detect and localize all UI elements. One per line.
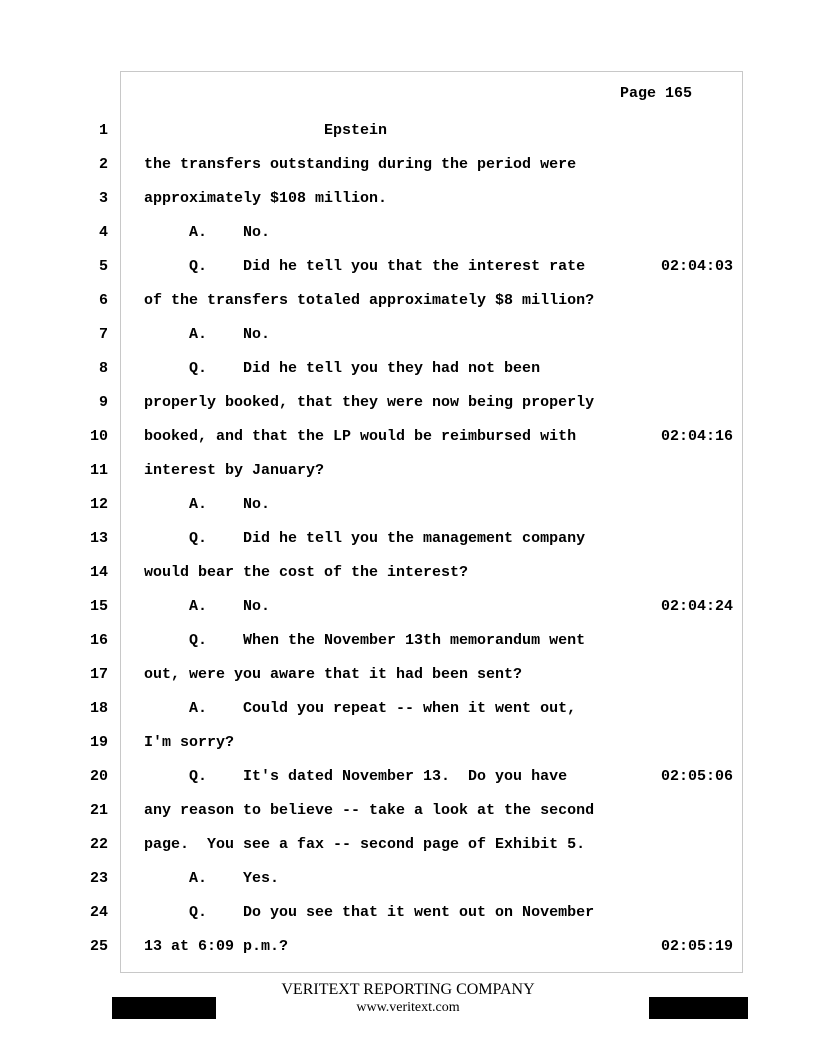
line-text: interest by January?: [144, 462, 325, 479]
line-number: 2: [98, 156, 108, 173]
transcript-line: [0, 564, 816, 582]
line-text: page. You see a fax -- second page of Exhibit 5.: [144, 836, 586, 853]
transcript-line: [0, 156, 816, 174]
transcript-line: [0, 122, 816, 140]
line-number: 13: [89, 530, 108, 547]
line-number: 18: [89, 700, 108, 717]
transcript-line: [0, 938, 816, 956]
transcript-line: [0, 496, 816, 514]
line-number: 20: [89, 768, 108, 785]
line-number: 23: [89, 870, 108, 887]
line-number: 10: [89, 428, 108, 445]
line-text: Epstein: [144, 122, 388, 139]
line-number: 4: [98, 224, 108, 241]
transcript-line: [0, 768, 816, 786]
line-number: 3: [98, 190, 108, 207]
line-number: 8: [98, 360, 108, 377]
transcript-line: [0, 904, 816, 922]
line-number: 19: [89, 734, 108, 751]
line-text: the transfers outstanding during the period were: [144, 156, 577, 173]
transcript-line: [0, 360, 816, 378]
line-number: 7: [98, 326, 108, 343]
transcript-line: [0, 836, 816, 854]
page-number: Page 165: [620, 85, 693, 102]
line-text: A. No.: [144, 224, 271, 241]
transcript-line: [0, 462, 816, 480]
timestamp: 02:05:19: [661, 938, 734, 955]
timestamp: 02:04:24: [661, 598, 734, 615]
transcript-line: [0, 530, 816, 548]
line-text: any reason to believe -- take a look at the second: [144, 802, 595, 819]
line-text: Q. When the November 13th memorandum went: [144, 632, 586, 649]
line-number: 24: [89, 904, 108, 921]
line-text: I'm sorry?: [144, 734, 235, 751]
line-number: 22: [89, 836, 108, 853]
transcript-line: [0, 734, 816, 752]
transcript-line: [0, 428, 816, 446]
line-number: 14: [89, 564, 108, 581]
line-text: out, were you aware that it had been sent?: [144, 666, 523, 683]
line-text: properly booked, that they were now being properly: [144, 394, 595, 411]
line-text: Q. Did he tell you they had not been: [144, 360, 541, 377]
line-number: 9: [98, 394, 108, 411]
line-text: Q. Did he tell you the management company: [144, 530, 586, 547]
line-text: of the transfers totaled approximately $8 million?: [144, 292, 595, 309]
transcript-line: [0, 802, 816, 820]
line-number: 12: [89, 496, 108, 513]
transcript-line: [0, 258, 816, 276]
footer-website: www.veritext.com: [356, 1000, 460, 1015]
line-number: 17: [89, 666, 108, 683]
timestamp: 02:05:06: [661, 768, 734, 785]
line-number: 21: [89, 802, 108, 819]
line-number: 1: [98, 122, 108, 139]
line-text: booked, and that the LP would be reimbursed with: [144, 428, 577, 445]
line-text: Q. Did he tell you that the interest rate: [144, 258, 586, 275]
line-text: Q. Do you see that it went out on November: [144, 904, 595, 921]
transcript-line: [0, 598, 816, 616]
transcript-line: [0, 190, 816, 208]
line-text: A. Yes.: [144, 870, 280, 887]
line-text: A. No.: [144, 598, 271, 615]
line-text: A. Could you repeat -- when it went out,: [144, 700, 577, 717]
line-number: 11: [89, 462, 108, 479]
timestamp: 02:04:16: [661, 428, 734, 445]
line-text: 13 at 6:09 p.m.?: [144, 938, 289, 955]
line-text: A. No.: [144, 496, 271, 513]
transcript-line: [0, 292, 816, 310]
transcript-line: [0, 870, 816, 888]
line-number: 15: [89, 598, 108, 615]
transcript-line: [0, 326, 816, 344]
line-text: Q. It's dated November 13. Do you have: [144, 768, 568, 785]
line-number: 16: [89, 632, 108, 649]
transcript-line: [0, 394, 816, 412]
transcript-line: [0, 666, 816, 684]
line-number: 25: [89, 938, 108, 955]
line-number: 5: [98, 258, 108, 275]
footer-company-name: VERITEXT REPORTING COMPANY: [281, 981, 535, 998]
line-text: would bear the cost of the interest?: [144, 564, 469, 581]
timestamp: 02:04:03: [661, 258, 734, 275]
line-text: A. No.: [144, 326, 271, 343]
line-number: 6: [98, 292, 108, 309]
transcript-line: [0, 700, 816, 718]
line-text: approximately $108 million.: [144, 190, 388, 207]
transcript-line: [0, 224, 816, 242]
transcript-line: [0, 632, 816, 650]
